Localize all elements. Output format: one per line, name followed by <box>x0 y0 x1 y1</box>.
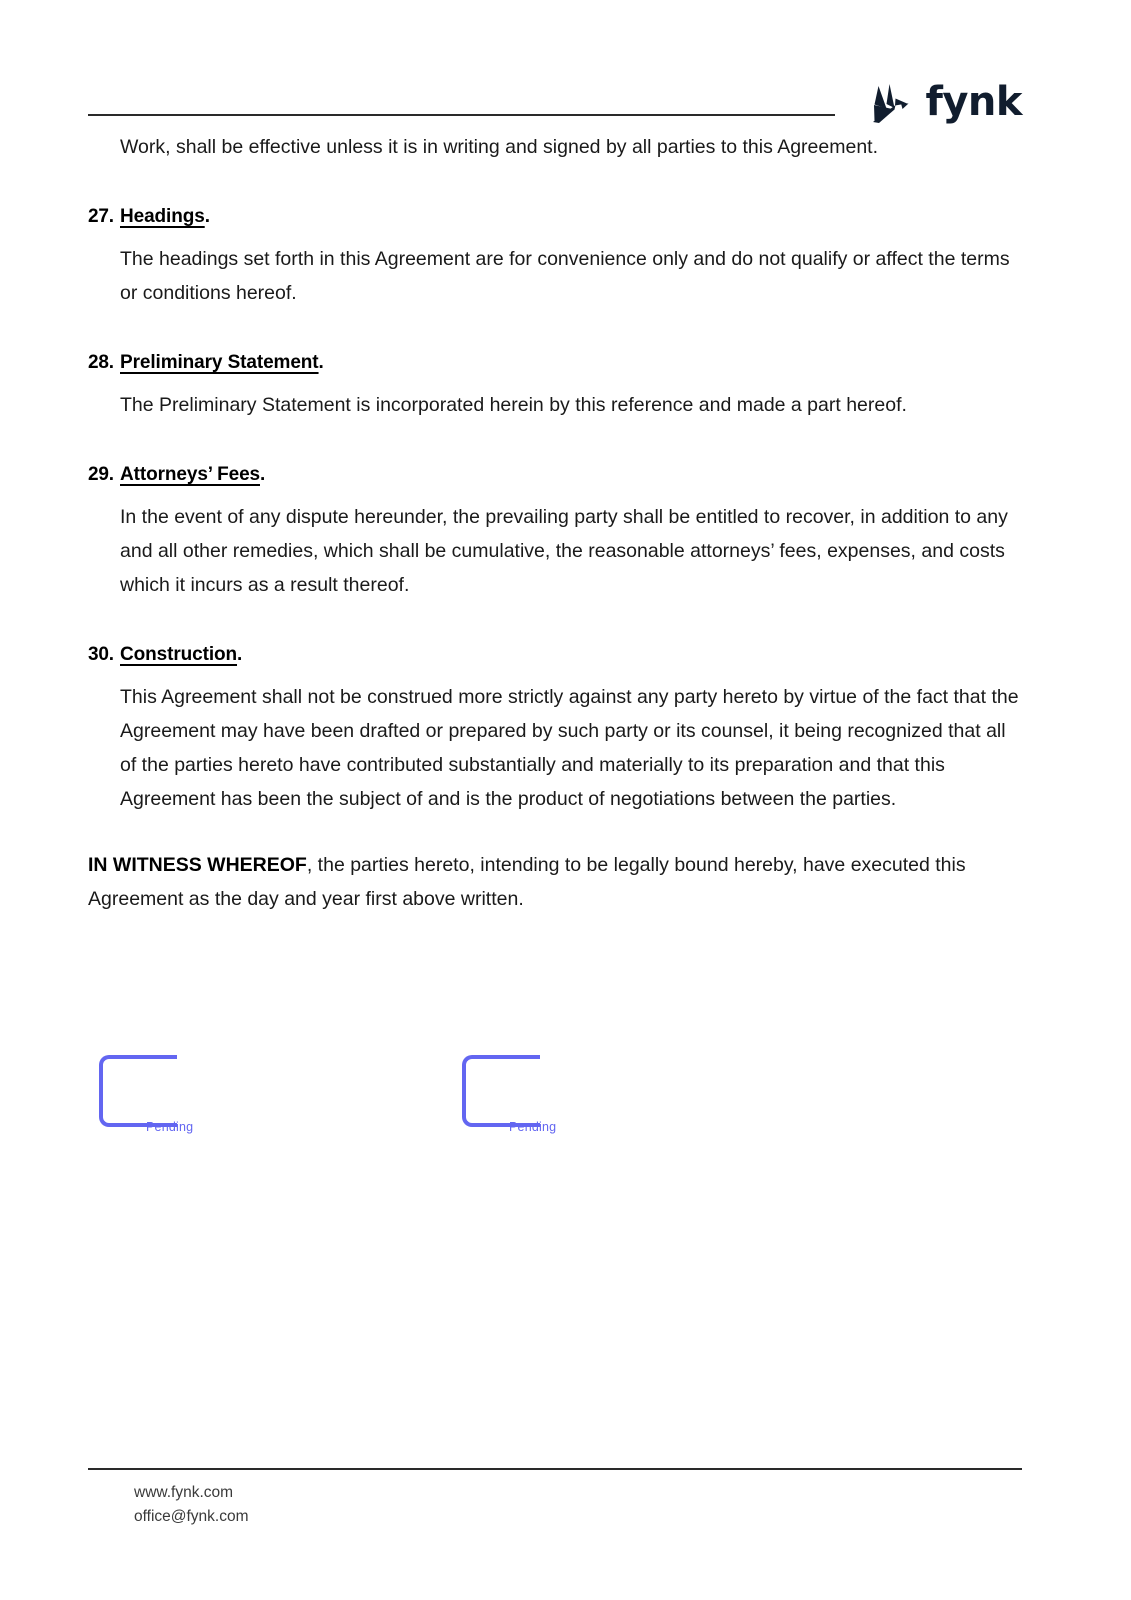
signature-field-2[interactable] <box>462 1055 652 1133</box>
signature-status-badge-2: Pending <box>509 1120 557 1134</box>
witness-rest: , the parties hereto, intending to be legally bound hereby, have executed this Agreement as the day and year first above written. <box>88 854 966 910</box>
clause-30-title-period: . <box>237 644 243 665</box>
clause-30-number: 30. <box>88 644 114 665</box>
witness-paragraph <box>88 848 998 916</box>
clause-30-heading <box>88 644 1022 666</box>
header-divider <box>88 114 835 116</box>
footer-email[interactable]: office@fynk.com <box>134 1508 249 1525</box>
witness-lead: IN WITNESS WHEREOF <box>88 854 307 876</box>
footer-website[interactable]: www.fynk.com <box>134 1484 234 1501</box>
clause-28 <box>88 352 1022 422</box>
document-body <box>88 130 1022 916</box>
clause-27-body: The headings set forth in this Agreement are for convenience only and do not qualify or affect the terms or conditions hereof. <box>120 248 1010 304</box>
signature-status-badge-1: Pending <box>146 1120 194 1134</box>
clause-27-title <box>120 206 210 228</box>
clause-28-heading <box>88 352 1022 374</box>
clause-29-body: In the event of any dispute hereunder, the prevailing party shall be entitled to recover, in addition to any and all other remedies, which shall be cumulative, the reasonable attorneys’ fees, expenses, and costs which it incurs as a result thereof. <box>120 506 1008 596</box>
page-footer <box>88 1468 1022 1529</box>
clause-29-title <box>120 464 265 486</box>
page-header <box>88 72 1022 134</box>
clause-27-number: 27. <box>88 206 114 227</box>
brand-name: fynk <box>925 79 1022 125</box>
signature-field-1[interactable] <box>99 1055 289 1133</box>
clause-28-title-text: Preliminary Statement <box>120 352 319 373</box>
clause-29-heading <box>88 464 1022 486</box>
clause-27-title-period: . <box>204 206 210 227</box>
brand-lockup <box>861 78 1022 128</box>
signature-row <box>88 1055 1022 1155</box>
signature-bracket-icon <box>99 1055 177 1127</box>
clause-29-title-period: . <box>260 464 266 485</box>
clause-30-title <box>120 644 242 666</box>
clause-30-title-text: Construction <box>120 644 238 665</box>
clause-28-title-period: . <box>318 352 324 373</box>
footer-contact <box>134 1481 1022 1529</box>
clause-30-body: This Agreement shall not be construed more strictly against any party hereto by virtue of the fact that the Agreement may have been drafted or prepared by such party or its counsel, it being recognized that all of the parties hereto have contributed substantially and materially to its preparation and that this Agreement has been the subject of and is the product of negotiations between the parties. <box>120 686 1019 810</box>
clause-29 <box>88 464 1022 602</box>
clause-28-title <box>120 352 324 374</box>
clause-28-number: 28. <box>88 352 114 373</box>
clause-30 <box>88 644 1022 816</box>
clause-27-heading <box>88 206 1022 228</box>
clause-29-title-text: Attorneys’ Fees <box>120 464 260 485</box>
continued-paragraph: Work, shall be effective unless it is in writing and signed by all parties to this Agreement. <box>120 136 878 158</box>
signature-bracket-icon <box>462 1055 540 1127</box>
clause-29-number: 29. <box>88 464 114 485</box>
footer-divider <box>88 1468 1022 1470</box>
clause-27-title-text: Headings <box>120 206 205 227</box>
clause-27 <box>88 206 1022 310</box>
origami-bird-logo-icon <box>861 78 915 128</box>
clause-28-body: The Preliminary Statement is incorporated herein by this reference and made a part hereof. <box>120 394 907 416</box>
